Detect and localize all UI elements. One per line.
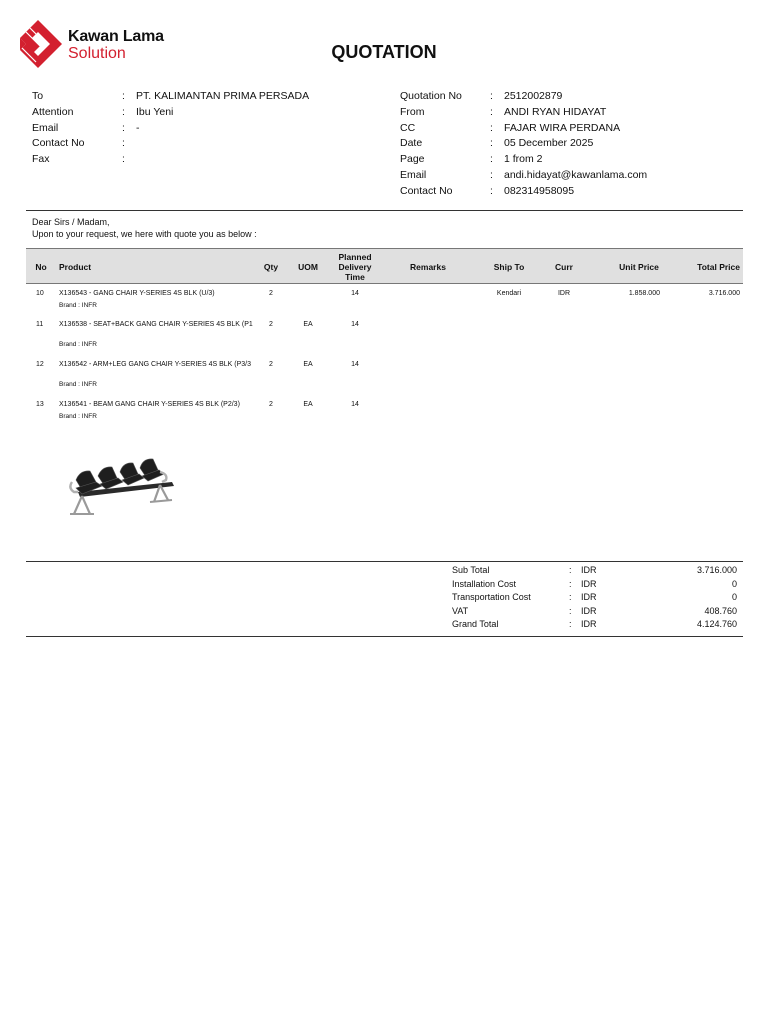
cell-uom: EA: [303, 321, 313, 328]
divider: [26, 636, 743, 637]
col-curr: Curr: [555, 262, 573, 272]
info-label: Contact No: [32, 137, 85, 150]
cell-uom: EA: [303, 361, 313, 368]
info-colon: :: [122, 153, 125, 166]
info-value: Ibu Yeni: [136, 105, 174, 118]
col-pdt-line1: Planned: [338, 252, 372, 262]
greeting-salutation: Dear Sirs / Madam,: [32, 217, 110, 227]
info-label: To: [32, 90, 44, 102]
product-image: [60, 448, 185, 523]
totals-colon: :: [569, 578, 572, 589]
cell-brand: Brand : INFR: [59, 413, 97, 420]
info-label: Email: [400, 168, 427, 181]
info-label: Fax: [32, 153, 50, 166]
info-colon: :: [490, 121, 493, 134]
totals-value: 0: [731, 592, 737, 603]
table-row: [26, 400, 743, 428]
cell-pdt: 14: [351, 361, 359, 368]
cell-pdt: 14: [351, 321, 359, 328]
info-colon: :: [490, 137, 493, 150]
cell-product: X136543 - GANG CHAIR Y-SERIES 4S BLK (U/3): [59, 290, 215, 297]
cell-qty: 2: [269, 401, 273, 408]
info-colon: :: [490, 184, 493, 197]
totals-label: Grand Total: [452, 619, 499, 630]
company-subtitle: Solution: [68, 45, 126, 62]
totals-currency: IDR: [581, 578, 597, 589]
cell-qty: 2: [269, 361, 273, 368]
greeting: [32, 216, 257, 240]
info-label: Date: [400, 137, 423, 150]
info-label: Attention: [32, 105, 74, 118]
totals-currency: IDR: [581, 605, 597, 616]
info-value: 082314958095: [504, 184, 575, 197]
col-qty: Qty: [263, 262, 279, 272]
info-row: [400, 122, 647, 138]
totals-label: Sub Total: [452, 565, 490, 575]
col-unit-price: Unit Price: [619, 262, 659, 272]
cell-unit-price: 1.858.000: [628, 290, 660, 297]
totals-row: [452, 579, 737, 593]
cell-no: 13: [36, 401, 44, 408]
info-row: [32, 153, 309, 169]
totals-value: 4.124.760: [696, 619, 737, 630]
col-ship-to: Ship To: [493, 262, 525, 272]
cell-no: 10: [36, 290, 44, 297]
info-label: Contact No: [400, 184, 453, 197]
info-label: Email: [32, 121, 59, 134]
totals-label: Transportation Cost: [452, 592, 531, 603]
info-row: [32, 137, 309, 153]
info-colon: :: [490, 105, 493, 118]
totals-label: VAT: [452, 605, 469, 616]
divider: [26, 210, 743, 211]
totals-row: [452, 565, 737, 579]
totals-colon: :: [569, 565, 572, 575]
info-colon: :: [122, 105, 125, 118]
gang-chair-icon: [60, 448, 185, 523]
cell-total-price: 3.716.000: [708, 290, 740, 297]
col-planned-delivery-time: [330, 249, 380, 285]
col-remarks: Remarks: [410, 262, 446, 272]
info-value: 2512002879: [504, 90, 563, 102]
info-colon: :: [490, 168, 493, 181]
info-colon: :: [122, 90, 125, 102]
totals-colon: :: [569, 619, 572, 630]
col-pdt-line3: Time: [345, 272, 365, 282]
info-row: [400, 185, 647, 201]
totals-summary: [452, 565, 737, 633]
info-row: [32, 122, 309, 138]
cell-uom: EA: [303, 401, 313, 408]
greeting-intro: Upon to your request, we here with quote you as below :: [32, 229, 257, 239]
company-name: Kawan Lama: [68, 28, 164, 45]
totals-colon: :: [569, 592, 572, 603]
info-row: [400, 153, 647, 169]
info-colon: :: [490, 153, 493, 166]
cell-brand: Brand : INFR: [59, 302, 97, 309]
cell-qty: 2: [269, 321, 273, 328]
info-colon: :: [122, 137, 125, 150]
totals-currency: IDR: [581, 592, 597, 603]
totals-row: [452, 619, 737, 633]
info-row: [32, 106, 309, 122]
info-value: 05 December 2025: [504, 137, 594, 150]
col-uom: UOM: [298, 262, 318, 272]
info-value: 1 from 2: [504, 153, 543, 166]
info-row: [400, 90, 647, 106]
info-label: From: [400, 105, 425, 118]
totals-currency: IDR: [581, 619, 597, 630]
info-colon: :: [122, 121, 125, 134]
info-value: PT. KALIMANTAN PRIMA PERSADA: [136, 90, 310, 102]
col-total-price: Total Price: [697, 262, 740, 272]
totals-row: [452, 606, 737, 620]
divider: [26, 561, 743, 562]
cell-curr: IDR: [557, 290, 571, 297]
document-title: QUOTATION: [331, 42, 437, 62]
cell-pdt: 14: [351, 401, 359, 408]
quotation-info: [400, 90, 647, 201]
col-product: Product: [59, 262, 92, 272]
customer-info: [32, 90, 309, 169]
totals-value: 0: [731, 578, 737, 589]
info-label: CC: [400, 121, 416, 134]
totals-value: 408.760: [704, 605, 737, 616]
info-value: andi.hidayat@kawanlama.com: [504, 168, 648, 181]
info-row: [400, 169, 647, 185]
table-row: [26, 320, 743, 356]
info-value: FAJAR WIRA PERDANA: [504, 121, 621, 134]
info-value: -: [136, 121, 140, 134]
info-value: ANDI RYAN HIDAYAT: [504, 105, 607, 118]
cell-product: X136542 - ARM+LEG GANG CHAIR Y-SERIES 4S BLK (P3/3: [59, 361, 252, 368]
cell-qty: 2: [269, 290, 273, 297]
col-pdt-line2: Delivery: [338, 262, 372, 272]
info-label: Page: [400, 153, 425, 166]
cell-product: X136541 - BEAM GANG CHAIR Y-SERIES 4S BLK (P2/3): [59, 401, 240, 408]
info-colon: :: [490, 90, 493, 102]
table-row: [26, 289, 743, 317]
cell-ship-to: Kendari: [496, 290, 522, 297]
info-row: [400, 137, 647, 153]
totals-colon: :: [569, 605, 572, 616]
totals-row: [452, 592, 737, 606]
totals-value: 3.716.000: [696, 565, 737, 575]
totals-currency: IDR: [581, 565, 597, 575]
cell-product: X136538 - SEAT+BACK GANG CHAIR Y-SERIES 4S BLK (P1: [59, 321, 253, 328]
info-label: Quotation No: [400, 90, 462, 102]
cell-brand: Brand : INFR: [59, 341, 97, 348]
cell-pdt: 14: [351, 290, 359, 297]
cell-brand: Brand : INFR: [59, 381, 97, 388]
info-row: [400, 106, 647, 122]
info-row: [32, 90, 309, 106]
table-header: [26, 248, 743, 284]
table-row: [26, 360, 743, 396]
totals-label: Installation Cost: [452, 578, 517, 589]
cell-no: 12: [36, 361, 44, 368]
cell-no: 11: [36, 321, 44, 328]
col-no: No: [35, 262, 47, 272]
